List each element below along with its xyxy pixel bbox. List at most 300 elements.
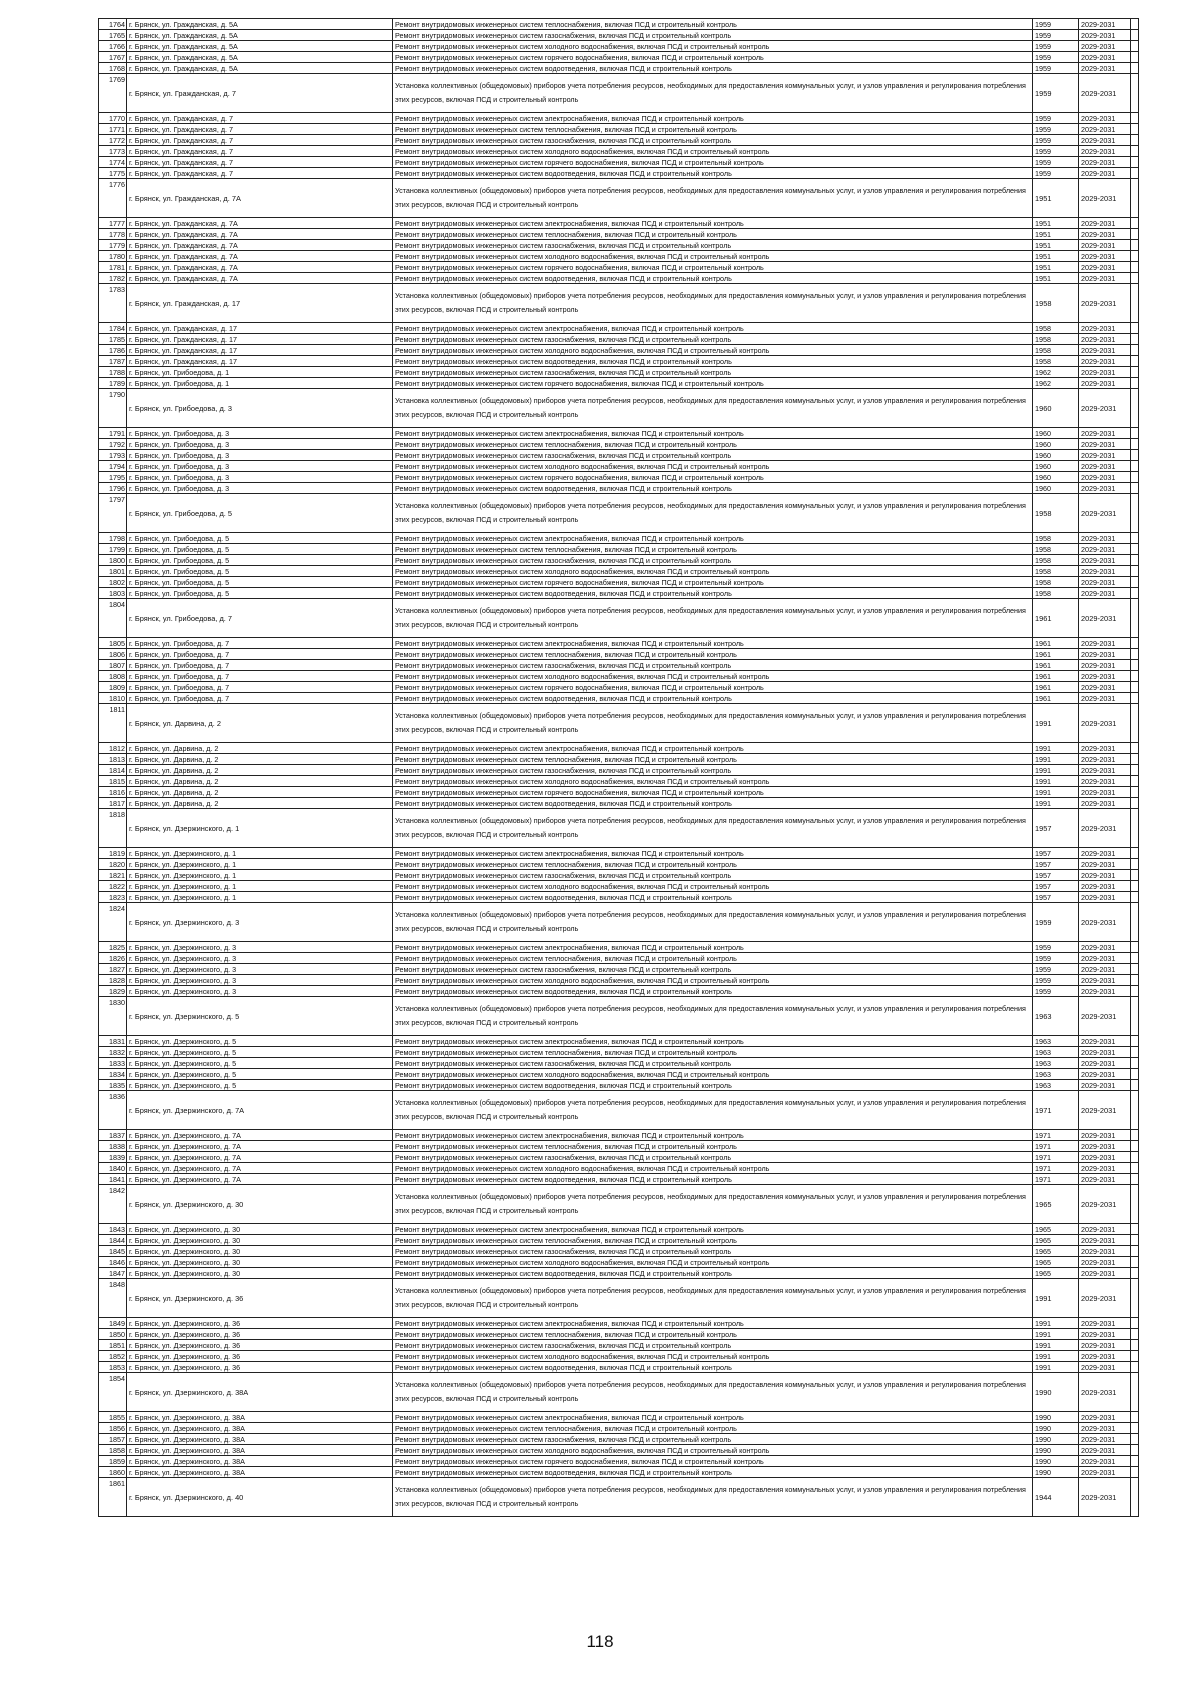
build-year-cell: 1959 bbox=[1033, 124, 1079, 135]
empty-cell bbox=[1131, 157, 1139, 168]
repair-period-cell: 2029-2031 bbox=[1079, 135, 1131, 146]
address-cell: г. Брянск, ул. Гражданская, д. 7 bbox=[127, 113, 393, 124]
repair-period-cell: 2029-2031 bbox=[1079, 30, 1131, 41]
table-row bbox=[99, 1235, 1139, 1246]
address-cell: г. Брянск, ул. Дзержинского, д. 38А bbox=[127, 1373, 393, 1412]
work-type-cell: Ремонт внутридомовых инженерных систем электроснабжения, включая ПСД и строительный контроль bbox=[393, 113, 1033, 124]
empty-cell bbox=[1131, 1373, 1139, 1412]
table-row bbox=[99, 1069, 1139, 1080]
build-year-cell: 1963 bbox=[1033, 997, 1079, 1036]
row-number-cell: 1784 bbox=[99, 323, 127, 334]
address-cell: г. Брянск, ул. Дзержинского, д. 3 bbox=[127, 964, 393, 975]
build-year-cell: 1965 bbox=[1033, 1257, 1079, 1268]
row-number-cell: 1805 bbox=[99, 638, 127, 649]
work-type-cell: Ремонт внутридомовых инженерных систем холодного водоснабжения, включая ПСД и строительный контроль bbox=[393, 146, 1033, 157]
empty-cell bbox=[1131, 660, 1139, 671]
address-cell: г. Брянск, ул. Дзержинского, д. 7А bbox=[127, 1152, 393, 1163]
empty-cell bbox=[1131, 1163, 1139, 1174]
table-row bbox=[99, 240, 1139, 251]
build-year-cell: 1962 bbox=[1033, 378, 1079, 389]
build-year-cell: 1959 bbox=[1033, 113, 1079, 124]
repair-period-cell: 2029-2031 bbox=[1079, 389, 1131, 428]
empty-cell bbox=[1131, 765, 1139, 776]
address-cell: г. Брянск, ул. Гражданская, д. 7 bbox=[127, 135, 393, 146]
empty-cell bbox=[1131, 870, 1139, 881]
repair-period-cell: 2029-2031 bbox=[1079, 1047, 1131, 1058]
address-cell: г. Брянск, ул. Дзержинского, д. 1 bbox=[127, 881, 393, 892]
repair-period-cell: 2029-2031 bbox=[1079, 1456, 1131, 1467]
build-year-cell: 1959 bbox=[1033, 157, 1079, 168]
address-cell: г. Брянск, ул. Дзержинского, д. 3 bbox=[127, 942, 393, 953]
table-row bbox=[99, 1185, 1139, 1224]
row-number-cell: 1770 bbox=[99, 113, 127, 124]
build-year-cell: 1963 bbox=[1033, 1036, 1079, 1047]
row-number-cell: 1828 bbox=[99, 975, 127, 986]
work-type-cell: Ремонт внутридомовых инженерных систем горячего водоснабжения, включая ПСД и строительный контроль bbox=[393, 157, 1033, 168]
build-year-cell: 1961 bbox=[1033, 599, 1079, 638]
work-type-cell: Ремонт внутридомовых инженерных систем холодного водоснабжения, включая ПСД и строительный контроль bbox=[393, 41, 1033, 52]
empty-cell bbox=[1131, 450, 1139, 461]
page-number: 118 bbox=[586, 1632, 614, 1651]
repair-period-cell: 2029-2031 bbox=[1079, 566, 1131, 577]
work-type-cell: Установка коллективных (общедомовых) приборов учета потребления ресурсов, необходимых для предоставления коммунальных услуг, и узлов управления и регулирования потребления этих ресурсов, включая ПСД и строительный контроль bbox=[393, 284, 1033, 323]
repair-period-cell: 2029-2031 bbox=[1079, 1467, 1131, 1478]
address-cell: г. Брянск, ул. Гражданская, д. 17 bbox=[127, 356, 393, 367]
address-cell: г. Брянск, ул. Грибоедова, д. 5 bbox=[127, 533, 393, 544]
build-year-cell: 1958 bbox=[1033, 284, 1079, 323]
empty-cell bbox=[1131, 1174, 1139, 1185]
work-type-cell: Ремонт внутридомовых инженерных систем горячего водоснабжения, включая ПСД и строительный контроль bbox=[393, 262, 1033, 273]
table-row bbox=[99, 859, 1139, 870]
address-cell: г. Брянск, ул. Дзержинского, д. 7А bbox=[127, 1163, 393, 1174]
row-number-cell: 1774 bbox=[99, 157, 127, 168]
empty-cell bbox=[1131, 599, 1139, 638]
row-number-cell: 1830 bbox=[99, 997, 127, 1036]
work-type-cell: Установка коллективных (общедомовых) приборов учета потребления ресурсов, необходимых для предоставления коммунальных услуг, и узлов управления и регулирования потребления этих ресурсов, включая ПСД и строительный контроль bbox=[393, 179, 1033, 218]
build-year-cell: 1961 bbox=[1033, 638, 1079, 649]
work-type-cell: Установка коллективных (общедомовых) приборов учета потребления ресурсов, необходимых для предоставления коммунальных услуг, и узлов управления и регулирования потребления этих ресурсов, включая ПСД и строительный контроль bbox=[393, 74, 1033, 113]
address-cell: г. Брянск, ул. Дзержинского, д. 36 bbox=[127, 1340, 393, 1351]
address-cell: г. Брянск, ул. Гражданская, д. 5А bbox=[127, 19, 393, 30]
table-row bbox=[99, 892, 1139, 903]
work-type-cell: Ремонт внутридомовых инженерных систем горячего водоснабжения, включая ПСД и строительный контроль bbox=[393, 1456, 1033, 1467]
empty-cell bbox=[1131, 168, 1139, 179]
empty-cell bbox=[1131, 953, 1139, 964]
row-number-cell: 1804 bbox=[99, 599, 127, 638]
address-cell: г. Брянск, ул. Гражданская, д. 5А bbox=[127, 52, 393, 63]
repair-period-cell: 2029-2031 bbox=[1079, 964, 1131, 975]
build-year-cell: 1963 bbox=[1033, 1058, 1079, 1069]
table-row bbox=[99, 638, 1139, 649]
work-type-cell: Ремонт внутридомовых инженерных систем газоснабжения, включая ПСД и строительный контроль bbox=[393, 135, 1033, 146]
work-type-cell: Ремонт внутридомовых инженерных систем водоотведения, включая ПСД и строительный контроль bbox=[393, 356, 1033, 367]
empty-cell bbox=[1131, 1047, 1139, 1058]
row-number-cell: 1857 bbox=[99, 1434, 127, 1445]
empty-cell bbox=[1131, 1246, 1139, 1257]
build-year-cell: 1971 bbox=[1033, 1152, 1079, 1163]
address-cell: г. Брянск, ул. Дзержинского, д. 38А bbox=[127, 1412, 393, 1423]
address-cell: г. Брянск, ул. Дзержинского, д. 1 bbox=[127, 859, 393, 870]
build-year-cell: 1958 bbox=[1033, 577, 1079, 588]
row-number-cell: 1847 bbox=[99, 1268, 127, 1279]
work-type-cell: Ремонт внутридомовых инженерных систем холодного водоснабжения, включая ПСД и строительный контроль bbox=[393, 345, 1033, 356]
build-year-cell: 1959 bbox=[1033, 986, 1079, 997]
address-cell: г. Брянск, ул. Гражданская, д. 17 bbox=[127, 323, 393, 334]
row-number-cell: 1769 bbox=[99, 74, 127, 113]
row-number-cell: 1856 bbox=[99, 1423, 127, 1434]
work-type-cell: Ремонт внутридомовых инженерных систем газоснабжения, включая ПСД и строительный контроль bbox=[393, 1340, 1033, 1351]
address-cell: г. Брянск, ул. Грибоедова, д. 7 bbox=[127, 649, 393, 660]
address-cell: г. Брянск, ул. Дзержинского, д. 3 bbox=[127, 986, 393, 997]
row-number-cell: 1820 bbox=[99, 859, 127, 870]
row-number-cell: 1808 bbox=[99, 671, 127, 682]
address-cell: г. Брянск, ул. Дарвина, д. 2 bbox=[127, 787, 393, 798]
table-row bbox=[99, 168, 1139, 179]
address-cell: г. Брянск, ул. Грибоедова, д. 1 bbox=[127, 378, 393, 389]
build-year-cell: 1961 bbox=[1033, 660, 1079, 671]
repair-period-cell: 2029-2031 bbox=[1079, 345, 1131, 356]
work-type-cell: Ремонт внутридомовых инженерных систем теплоснабжения, включая ПСД и строительный контроль bbox=[393, 754, 1033, 765]
build-year-cell: 1961 bbox=[1033, 649, 1079, 660]
repair-period-cell: 2029-2031 bbox=[1079, 439, 1131, 450]
row-number-cell: 1841 bbox=[99, 1174, 127, 1185]
build-year-cell: 1971 bbox=[1033, 1091, 1079, 1130]
work-type-cell: Ремонт внутридомовых инженерных систем горячего водоснабжения, включая ПСД и строительный контроль bbox=[393, 52, 1033, 63]
empty-cell bbox=[1131, 1434, 1139, 1445]
build-year-cell: 1961 bbox=[1033, 682, 1079, 693]
work-type-cell: Установка коллективных (общедомовых) приборов учета потребления ресурсов, необходимых для предоставления коммунальных услуг, и узлов управления и регулирования потребления этих ресурсов, включая ПСД и строительный контроль bbox=[393, 599, 1033, 638]
table-row bbox=[99, 389, 1139, 428]
table-row bbox=[99, 1467, 1139, 1478]
empty-cell bbox=[1131, 1412, 1139, 1423]
address-cell: г. Брянск, ул. Грибоедова, д. 3 bbox=[127, 483, 393, 494]
repair-period-cell: 2029-2031 bbox=[1079, 671, 1131, 682]
row-number-cell: 1852 bbox=[99, 1351, 127, 1362]
work-type-cell: Установка коллективных (общедомовых) приборов учета потребления ресурсов, необходимых для предоставления коммунальных услуг, и узлов управления и регулирования потребления этих ресурсов, включая ПСД и строительный контроль bbox=[393, 1091, 1033, 1130]
empty-cell bbox=[1131, 942, 1139, 953]
table-row bbox=[99, 660, 1139, 671]
build-year-cell: 1951 bbox=[1033, 179, 1079, 218]
row-number-cell: 1850 bbox=[99, 1329, 127, 1340]
address-cell: г. Брянск, ул. Дзержинского, д. 7А bbox=[127, 1130, 393, 1141]
work-type-cell: Ремонт внутридомовых инженерных систем водоотведения, включая ПСД и строительный контроль bbox=[393, 1080, 1033, 1091]
work-type-cell: Установка коллективных (общедомовых) приборов учета потребления ресурсов, необходимых для предоставления коммунальных услуг, и узлов управления и регулирования потребления этих ресурсов, включая ПСД и строительный контроль bbox=[393, 1373, 1033, 1412]
row-number-cell: 1790 bbox=[99, 389, 127, 428]
work-type-cell: Ремонт внутридомовых инженерных систем газоснабжения, включая ПСД и строительный контроль bbox=[393, 367, 1033, 378]
work-type-cell: Установка коллективных (общедомовых) приборов учета потребления ресурсов, необходимых для предоставления коммунальных услуг, и узлов управления и регулирования потребления этих ресурсов, включая ПСД и строительный контроль bbox=[393, 903, 1033, 942]
work-type-cell: Ремонт внутридомовых инженерных систем электроснабжения, включая ПСД и строительный контроль bbox=[393, 323, 1033, 334]
build-year-cell: 1958 bbox=[1033, 533, 1079, 544]
work-type-cell: Ремонт внутридомовых инженерных систем электроснабжения, включая ПСД и строительный контроль bbox=[393, 1130, 1033, 1141]
address-cell: г. Брянск, ул. Грибоедова, д. 7 bbox=[127, 638, 393, 649]
empty-cell bbox=[1131, 1445, 1139, 1456]
table-row bbox=[99, 1268, 1139, 1279]
repair-period-cell: 2029-2031 bbox=[1079, 577, 1131, 588]
address-cell: г. Брянск, ул. Дзержинского, д. 38А bbox=[127, 1445, 393, 1456]
table-row bbox=[99, 262, 1139, 273]
address-cell: г. Брянск, ул. Дзержинского, д. 36 bbox=[127, 1362, 393, 1373]
work-type-cell: Ремонт внутридомовых инженерных систем холодного водоснабжения, включая ПСД и строительный контроль bbox=[393, 1069, 1033, 1080]
build-year-cell: 1991 bbox=[1033, 1362, 1079, 1373]
empty-cell bbox=[1131, 1152, 1139, 1163]
repair-period-cell: 2029-2031 bbox=[1079, 251, 1131, 262]
repair-period-cell: 2029-2031 bbox=[1079, 1080, 1131, 1091]
empty-cell bbox=[1131, 1456, 1139, 1467]
work-type-cell: Ремонт внутридомовых инженерных систем водоотведения, включая ПСД и строительный контроль bbox=[393, 483, 1033, 494]
table-row bbox=[99, 146, 1139, 157]
work-type-cell: Ремонт внутридомовых инженерных систем водоотведения, включая ПСД и строительный контроль bbox=[393, 588, 1033, 599]
row-number-cell: 1775 bbox=[99, 168, 127, 179]
row-number-cell: 1773 bbox=[99, 146, 127, 157]
build-year-cell: 1965 bbox=[1033, 1224, 1079, 1235]
row-number-cell: 1789 bbox=[99, 378, 127, 389]
empty-cell bbox=[1131, 273, 1139, 284]
address-cell: г. Брянск, ул. Гражданская, д. 7А bbox=[127, 251, 393, 262]
work-type-cell: Ремонт внутридомовых инженерных систем холодного водоснабжения, включая ПСД и строительный контроль bbox=[393, 881, 1033, 892]
address-cell: г. Брянск, ул. Гражданская, д. 7 bbox=[127, 124, 393, 135]
build-year-cell: 1991 bbox=[1033, 765, 1079, 776]
build-year-cell: 1990 bbox=[1033, 1456, 1079, 1467]
empty-cell bbox=[1131, 41, 1139, 52]
empty-cell bbox=[1131, 1141, 1139, 1152]
address-cell: г. Брянск, ул. Гражданская, д. 17 bbox=[127, 345, 393, 356]
work-type-cell: Ремонт внутридомовых инженерных систем электроснабжения, включая ПСД и строительный контроль bbox=[393, 533, 1033, 544]
empty-cell bbox=[1131, 251, 1139, 262]
empty-cell bbox=[1131, 964, 1139, 975]
build-year-cell: 1971 bbox=[1033, 1163, 1079, 1174]
table-row bbox=[99, 903, 1139, 942]
empty-cell bbox=[1131, 566, 1139, 577]
work-type-cell: Ремонт внутридомовых инженерных систем теплоснабжения, включая ПСД и строительный контроль bbox=[393, 1423, 1033, 1434]
address-cell: г. Брянск, ул. Дзержинского, д. 36 bbox=[127, 1318, 393, 1329]
table-row bbox=[99, 555, 1139, 566]
build-year-cell: 1962 bbox=[1033, 367, 1079, 378]
work-type-cell: Ремонт внутридомовых инженерных систем электроснабжения, включая ПСД и строительный контроль bbox=[393, 1412, 1033, 1423]
row-number-cell: 1840 bbox=[99, 1163, 127, 1174]
work-type-cell: Ремонт внутридомовых инженерных систем теплоснабжения, включая ПСД и строительный контроль bbox=[393, 1047, 1033, 1058]
build-year-cell: 1959 bbox=[1033, 52, 1079, 63]
repair-period-cell: 2029-2031 bbox=[1079, 1445, 1131, 1456]
address-cell: г. Брянск, ул. Гражданская, д. 5А bbox=[127, 41, 393, 52]
table-row bbox=[99, 1362, 1139, 1373]
build-year-cell: 1963 bbox=[1033, 1047, 1079, 1058]
table-row bbox=[99, 1163, 1139, 1174]
empty-cell bbox=[1131, 179, 1139, 218]
row-number-cell: 1846 bbox=[99, 1257, 127, 1268]
work-type-cell: Ремонт внутридомовых инженерных систем водоотведения, включая ПСД и строительный контроль bbox=[393, 986, 1033, 997]
row-number-cell: 1845 bbox=[99, 1246, 127, 1257]
row-number-cell: 1813 bbox=[99, 754, 127, 765]
empty-cell bbox=[1131, 74, 1139, 113]
row-number-cell: 1800 bbox=[99, 555, 127, 566]
address-cell: г. Брянск, ул. Гражданская, д. 7 bbox=[127, 157, 393, 168]
empty-cell bbox=[1131, 577, 1139, 588]
repair-period-cell: 2029-2031 bbox=[1079, 544, 1131, 555]
build-year-cell: 1958 bbox=[1033, 566, 1079, 577]
row-number-cell: 1781 bbox=[99, 262, 127, 273]
table-row bbox=[99, 19, 1139, 30]
empty-cell bbox=[1131, 1423, 1139, 1434]
address-cell: г. Брянск, ул. Гражданская, д. 7А bbox=[127, 229, 393, 240]
empty-cell bbox=[1131, 1058, 1139, 1069]
work-type-cell: Ремонт внутридомовых инженерных систем газоснабжения, включая ПСД и строительный контроль bbox=[393, 240, 1033, 251]
build-year-cell: 1963 bbox=[1033, 1069, 1079, 1080]
address-cell: г. Брянск, ул. Дзержинского, д. 1 bbox=[127, 848, 393, 859]
repair-period-cell: 2029-2031 bbox=[1079, 1478, 1131, 1517]
table-row bbox=[99, 975, 1139, 986]
address-cell: г. Брянск, ул. Грибоедова, д. 3 bbox=[127, 450, 393, 461]
address-cell: г. Брянск, ул. Дзержинского, д. 5 bbox=[127, 1047, 393, 1058]
repair-period-cell: 2029-2031 bbox=[1079, 494, 1131, 533]
address-cell: г. Брянск, ул. Гражданская, д. 5А bbox=[127, 30, 393, 41]
row-number-cell: 1837 bbox=[99, 1130, 127, 1141]
address-cell: г. Брянск, ул. Дзержинского, д. 30 bbox=[127, 1224, 393, 1235]
row-number-cell: 1768 bbox=[99, 63, 127, 74]
row-number-cell: 1824 bbox=[99, 903, 127, 942]
repair-period-cell: 2029-2031 bbox=[1079, 776, 1131, 787]
table-row bbox=[99, 439, 1139, 450]
empty-cell bbox=[1131, 284, 1139, 323]
row-number-cell: 1796 bbox=[99, 483, 127, 494]
work-type-cell: Ремонт внутридомовых инженерных систем холодного водоснабжения, включая ПСД и строительный контроль bbox=[393, 566, 1033, 577]
repair-period-cell: 2029-2031 bbox=[1079, 555, 1131, 566]
build-year-cell: 1957 bbox=[1033, 809, 1079, 848]
row-number-cell: 1776 bbox=[99, 179, 127, 218]
row-number-cell: 1858 bbox=[99, 1445, 127, 1456]
empty-cell bbox=[1131, 892, 1139, 903]
build-year-cell: 1951 bbox=[1033, 273, 1079, 284]
table-row bbox=[99, 754, 1139, 765]
build-year-cell: 1965 bbox=[1033, 1246, 1079, 1257]
address-cell: г. Брянск, ул. Дзержинского, д. 30 bbox=[127, 1257, 393, 1268]
work-type-cell: Ремонт внутридомовых инженерных систем теплоснабжения, включая ПСД и строительный контроль bbox=[393, 544, 1033, 555]
build-year-cell: 1965 bbox=[1033, 1185, 1079, 1224]
work-type-cell: Ремонт внутридомовых инженерных систем холодного водоснабжения, включая ПСД и строительный контроль bbox=[393, 1163, 1033, 1174]
table-row bbox=[99, 52, 1139, 63]
table-row bbox=[99, 1478, 1139, 1517]
work-type-cell: Ремонт внутридомовых инженерных систем горячего водоснабжения, включая ПСД и строительный контроль bbox=[393, 378, 1033, 389]
row-number-cell: 1827 bbox=[99, 964, 127, 975]
table-row bbox=[99, 743, 1139, 754]
build-year-cell: 1959 bbox=[1033, 74, 1079, 113]
row-number-cell: 1838 bbox=[99, 1141, 127, 1152]
repair-period-cell: 2029-2031 bbox=[1079, 450, 1131, 461]
row-number-cell: 1779 bbox=[99, 240, 127, 251]
empty-cell bbox=[1131, 389, 1139, 428]
empty-cell bbox=[1131, 1351, 1139, 1362]
work-type-cell: Ремонт внутридомовых инженерных систем водоотведения, включая ПСД и строительный контроль bbox=[393, 63, 1033, 74]
repair-period-cell: 2029-2031 bbox=[1079, 273, 1131, 284]
table-row bbox=[99, 986, 1139, 997]
empty-cell bbox=[1131, 1340, 1139, 1351]
table-row bbox=[99, 124, 1139, 135]
table-row bbox=[99, 693, 1139, 704]
work-type-cell: Ремонт внутридомовых инженерных систем теплоснабжения, включая ПСД и строительный контроль bbox=[393, 229, 1033, 240]
table-row bbox=[99, 1246, 1139, 1257]
empty-cell bbox=[1131, 798, 1139, 809]
build-year-cell: 1959 bbox=[1033, 30, 1079, 41]
repair-period-cell: 2029-2031 bbox=[1079, 682, 1131, 693]
empty-cell bbox=[1131, 671, 1139, 682]
row-number-cell: 1812 bbox=[99, 743, 127, 754]
work-type-cell: Установка коллективных (общедомовых) приборов учета потребления ресурсов, необходимых для предоставления коммунальных услуг, и узлов управления и регулирования потребления этих ресурсов, включая ПСД и строительный контроль bbox=[393, 1279, 1033, 1318]
build-year-cell: 1951 bbox=[1033, 262, 1079, 273]
address-cell: г. Брянск, ул. Грибоедова, д. 7 bbox=[127, 599, 393, 638]
empty-cell bbox=[1131, 52, 1139, 63]
table-row bbox=[99, 1351, 1139, 1362]
row-number-cell: 1803 bbox=[99, 588, 127, 599]
row-number-cell: 1783 bbox=[99, 284, 127, 323]
row-number-cell: 1767 bbox=[99, 52, 127, 63]
address-cell: г. Брянск, ул. Грибоедова, д. 3 bbox=[127, 472, 393, 483]
work-type-cell: Ремонт внутридомовых инженерных систем электроснабжения, включая ПСД и строительный контроль bbox=[393, 638, 1033, 649]
empty-cell bbox=[1131, 323, 1139, 334]
table-row bbox=[99, 599, 1139, 638]
table-row bbox=[99, 942, 1139, 953]
table-row bbox=[99, 1373, 1139, 1412]
work-type-cell: Ремонт внутридомовых инженерных систем холодного водоснабжения, включая ПСД и строительный контроль bbox=[393, 975, 1033, 986]
empty-cell bbox=[1131, 881, 1139, 892]
repair-period-cell: 2029-2031 bbox=[1079, 1069, 1131, 1080]
row-number-cell: 1821 bbox=[99, 870, 127, 881]
table-row bbox=[99, 1091, 1139, 1130]
table-row bbox=[99, 1279, 1139, 1318]
build-year-cell: 1960 bbox=[1033, 472, 1079, 483]
repair-period-cell: 2029-2031 bbox=[1079, 798, 1131, 809]
empty-cell bbox=[1131, 1235, 1139, 1246]
row-number-cell: 1771 bbox=[99, 124, 127, 135]
address-cell: г. Брянск, ул. Грибоедова, д. 5 bbox=[127, 555, 393, 566]
empty-cell bbox=[1131, 693, 1139, 704]
repair-period-cell: 2029-2031 bbox=[1079, 157, 1131, 168]
row-number-cell: 1802 bbox=[99, 577, 127, 588]
repair-period-cell: 2029-2031 bbox=[1079, 588, 1131, 599]
work-type-cell: Ремонт внутридомовых инженерных систем газоснабжения, включая ПСД и строительный контроль bbox=[393, 30, 1033, 41]
address-cell: г. Брянск, ул. Дзержинского, д. 5 bbox=[127, 997, 393, 1036]
repair-period-cell: 2029-2031 bbox=[1079, 229, 1131, 240]
repair-period-cell: 2029-2031 bbox=[1079, 809, 1131, 848]
empty-cell bbox=[1131, 1467, 1139, 1478]
work-type-cell: Ремонт внутридомовых инженерных систем водоотведения, включая ПСД и строительный контроль bbox=[393, 1268, 1033, 1279]
row-number-cell: 1792 bbox=[99, 439, 127, 450]
row-number-cell: 1854 bbox=[99, 1373, 127, 1412]
address-cell: г. Брянск, ул. Дзержинского, д. 30 bbox=[127, 1246, 393, 1257]
build-year-cell: 1960 bbox=[1033, 483, 1079, 494]
work-type-cell: Ремонт внутридомовых инженерных систем водоотведения, включая ПСД и строительный контроль bbox=[393, 1174, 1033, 1185]
build-year-cell: 1959 bbox=[1033, 975, 1079, 986]
empty-cell bbox=[1131, 1329, 1139, 1340]
work-type-cell: Ремонт внутридомовых инженерных систем водоотведения, включая ПСД и строительный контроль bbox=[393, 1467, 1033, 1478]
address-cell: г. Брянск, ул. Дзержинского, д. 5 bbox=[127, 1069, 393, 1080]
empty-cell bbox=[1131, 743, 1139, 754]
build-year-cell: 1991 bbox=[1033, 1279, 1079, 1318]
row-number-cell: 1794 bbox=[99, 461, 127, 472]
build-year-cell: 1958 bbox=[1033, 334, 1079, 345]
repair-period-cell: 2029-2031 bbox=[1079, 1412, 1131, 1423]
address-cell: г. Брянск, ул. Грибоедова, д. 5 bbox=[127, 577, 393, 588]
address-cell: г. Брянск, ул. Дзержинского, д. 38А bbox=[127, 1467, 393, 1478]
build-year-cell: 1991 bbox=[1033, 1329, 1079, 1340]
table-row bbox=[99, 671, 1139, 682]
empty-cell bbox=[1131, 428, 1139, 439]
work-type-cell: Ремонт внутридомовых инженерных систем газоснабжения, включая ПСД и строительный контроль bbox=[393, 660, 1033, 671]
table-row bbox=[99, 218, 1139, 229]
build-year-cell: 1990 bbox=[1033, 1467, 1079, 1478]
row-number-cell: 1795 bbox=[99, 472, 127, 483]
work-type-cell: Ремонт внутридомовых инженерных систем газоснабжения, включая ПСД и строительный контроль bbox=[393, 334, 1033, 345]
empty-cell bbox=[1131, 787, 1139, 798]
address-cell: г. Брянск, ул. Дзержинского, д. 30 bbox=[127, 1235, 393, 1246]
